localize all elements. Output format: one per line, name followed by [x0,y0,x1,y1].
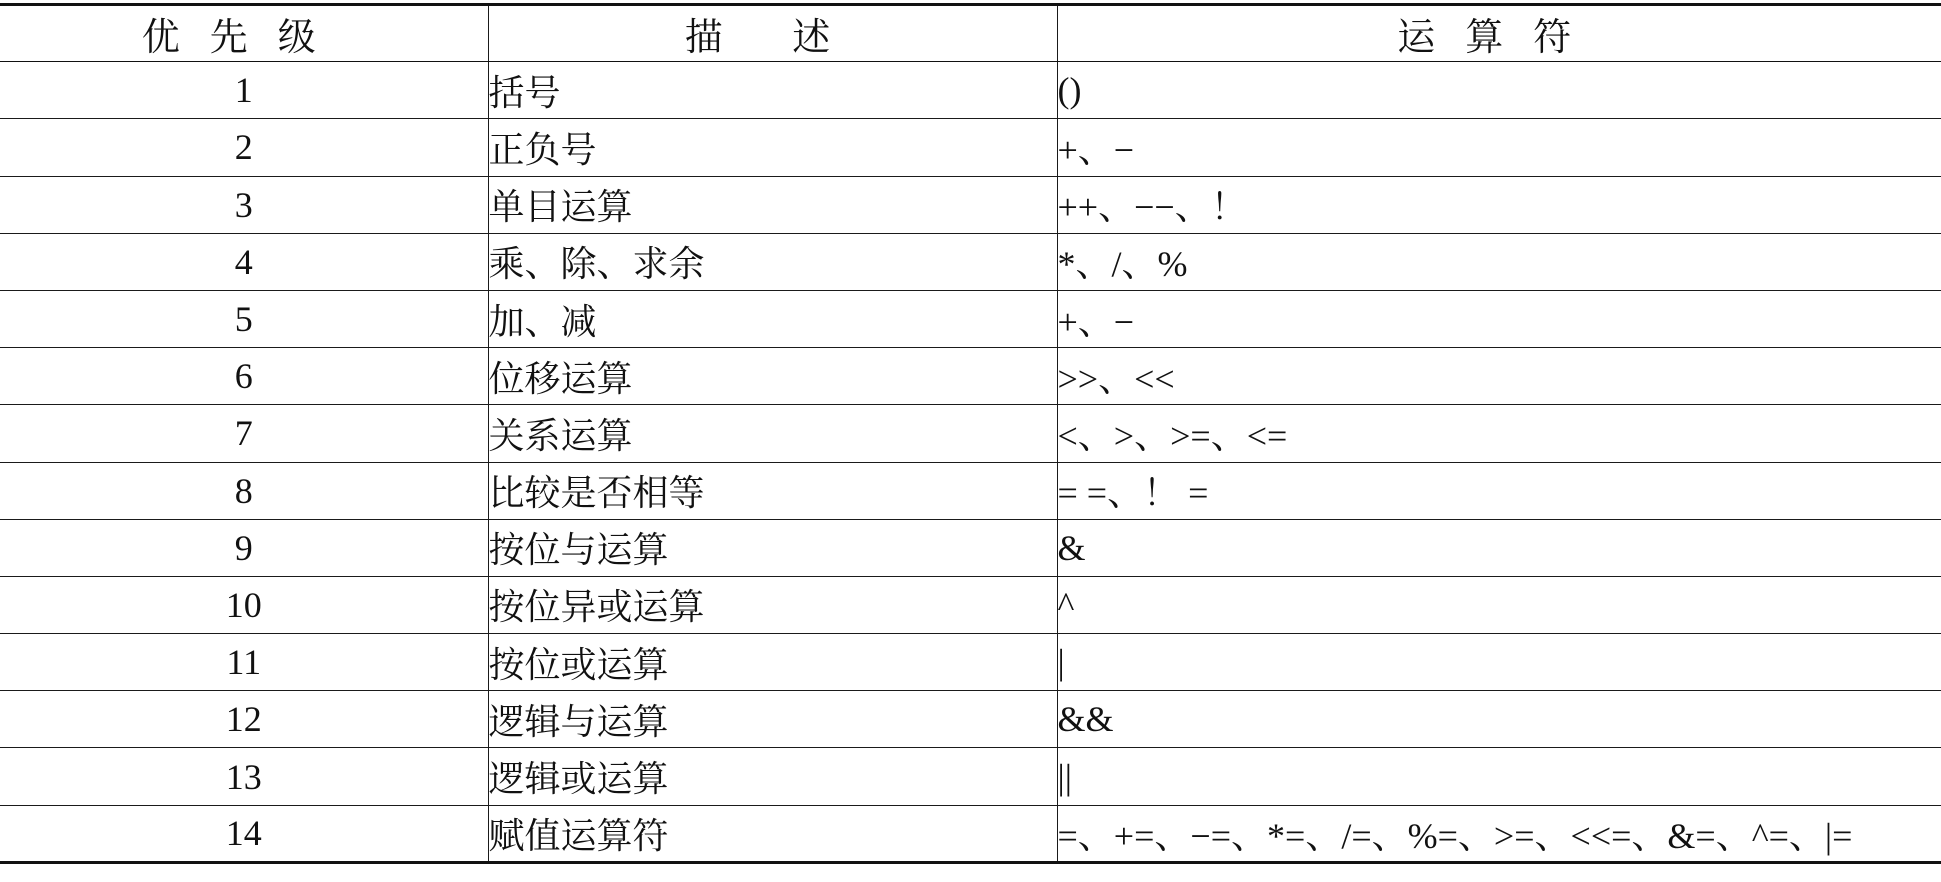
priority-cell: 8 [0,462,488,519]
table-row [0,62,1941,119]
table-row [0,462,1941,519]
operators-cell: +、− [1057,290,1941,347]
priority-cell: 13 [0,748,488,805]
table-row [0,519,1941,576]
description-cell: 括号 [488,62,1057,119]
table-row [0,634,1941,691]
priority-cell: 5 [0,290,488,347]
operators-cell: & [1057,519,1941,576]
description-cell: 赋值运算符 [488,805,1057,862]
operator-precedence-table [0,3,1941,864]
header-priority: 优先级 [0,5,488,62]
table-row [0,348,1941,405]
priority-cell: 10 [0,576,488,633]
operators-cell: && [1057,691,1941,748]
header-operators: 运算符 [1057,5,1941,62]
operators-cell: | [1057,634,1941,691]
table-row [0,290,1941,347]
description-cell: 正负号 [488,119,1057,176]
priority-cell: 11 [0,634,488,691]
operators-cell: <、>、>=、<= [1057,405,1941,462]
description-cell: 比较是否相等 [488,462,1057,519]
description-cell: 单目运算 [488,176,1057,233]
operators-cell: || [1057,748,1941,805]
priority-cell: 7 [0,405,488,462]
operators-cell: = =、！ = [1057,462,1941,519]
description-cell: 乘、除、求余 [488,233,1057,290]
operators-cell: +、− [1057,119,1941,176]
description-cell: 按位与运算 [488,519,1057,576]
operators-cell: () [1057,62,1941,119]
priority-cell: 2 [0,119,488,176]
description-cell: 逻辑或运算 [488,748,1057,805]
table-row [0,119,1941,176]
operators-cell: ^ [1057,576,1941,633]
description-cell: 加、减 [488,290,1057,347]
operators-cell: ++、−−、！ [1057,176,1941,233]
header-description: 描 述 [488,5,1057,62]
table-row [0,405,1941,462]
description-cell: 逻辑与运算 [488,691,1057,748]
description-cell: 位移运算 [488,348,1057,405]
table-row [0,805,1941,862]
table-row [0,176,1941,233]
table-row [0,691,1941,748]
priority-cell: 12 [0,691,488,748]
description-cell: 按位或运算 [488,634,1057,691]
priority-cell: 4 [0,233,488,290]
priority-cell: 9 [0,519,488,576]
priority-cell: 14 [0,805,488,862]
priority-cell: 3 [0,176,488,233]
description-cell: 按位异或运算 [488,576,1057,633]
operators-cell: *、/、% [1057,233,1941,290]
operators-cell: >>、<< [1057,348,1941,405]
table-row [0,748,1941,805]
priority-cell: 6 [0,348,488,405]
description-cell: 关系运算 [488,405,1057,462]
table-header-row [0,5,1941,62]
table-row [0,576,1941,633]
priority-cell: 1 [0,62,488,119]
table-row [0,233,1941,290]
operators-cell: =、+=、−=、*=、/=、%=、>=、<<=、&=、^=、|= [1057,805,1941,862]
